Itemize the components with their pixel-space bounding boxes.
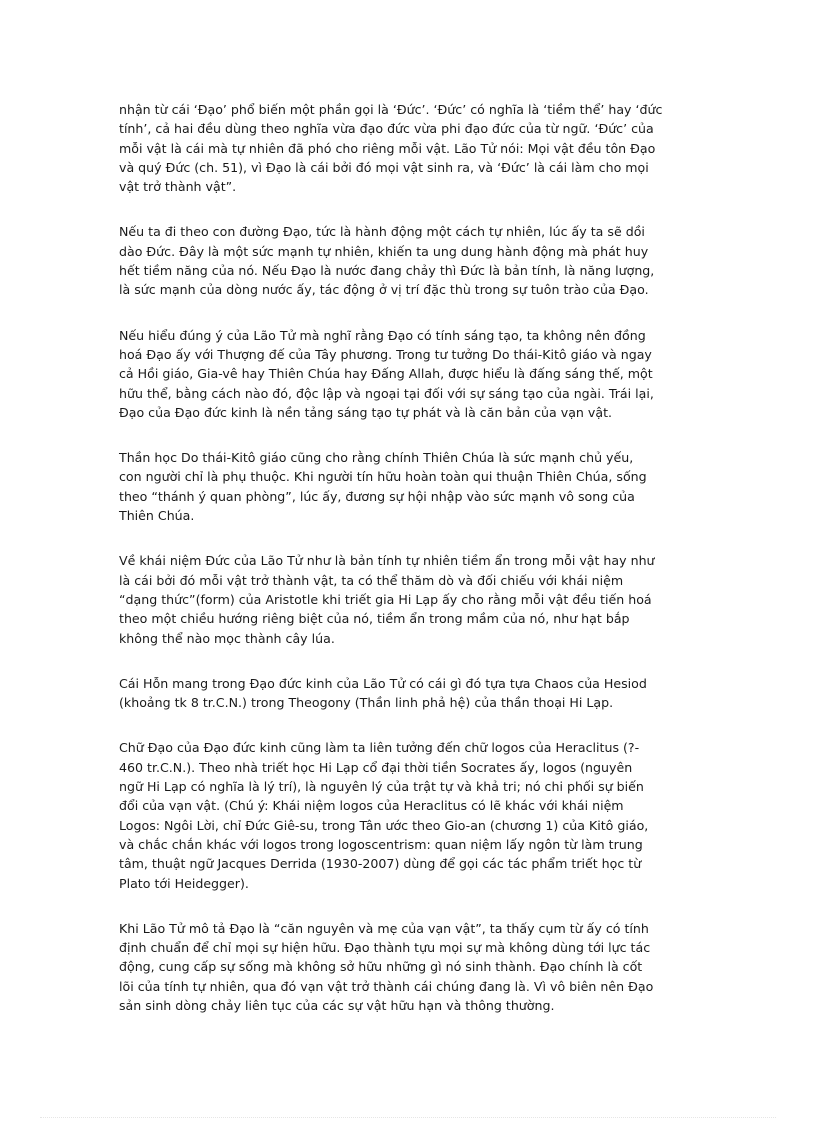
text-line: theo “thánh ý quan phòng”, lúc ấy, đương sự hội nhập vào sức mạnh vô song của	[119, 488, 635, 504]
text-line: con người chỉ là phụ thuộc. Khi người tín hữu hoàn toàn qui thuận Thiên Chúa, sống	[119, 469, 647, 485]
text-line: Đạo của Đạo đức kinh là nền tảng sáng tạo tự phát và là căn bản của vạn vật.	[119, 404, 613, 420]
text-line: Về khái niệm Đức của Lão Tử như là bản tính tự nhiên tiềm ẩn trong mỗi vật hay như	[119, 553, 655, 569]
text-line: 460 tr.C.N.). Theo nhà triết học Hi Lạp cổ đại thời tiền Socrates ấy, logos (nguyên	[119, 759, 633, 775]
text-line: “dạng thức”(form) của Aristotle khi triết gia Hi Lạp ấy cho rằng mỗi vật đều tiến hoá	[119, 591, 652, 607]
text-line: (khoảng tk 8 tr.C.N.) trong Theogony (Thần linh phả hệ) của thần thoại Hi Lạp.	[119, 695, 614, 711]
text-line: đổi của vạn vật. (Chú ý: Khái niệm logos của Heraclitus có lẽ khác với khái niệm	[119, 798, 624, 814]
text-line: Nếu hiểu đúng ý của Lão Tử mà nghĩ rằng Đạo có tính sáng tạo, ta không nên đồng	[119, 327, 646, 343]
text-line: Cái Hỗn mang trong Đạo đức kinh của Lão Tử có cái gì đó tựa tựa Chaos của Hesiod	[119, 675, 647, 691]
paragraph-5	[119, 551, 702, 647]
page-bottom-divider	[40, 1117, 776, 1118]
text-line: ngữ Hi Lạp có nghĩa là lý trí), là nguyên lý của trật tự và khả tri; nó chi phối sự biến	[119, 779, 644, 795]
text-line: Logos: Ngôi Lời, chỉ Đức Giê-su, trong Tân ước theo Gio-an (chương 1) của Kitô giáo,	[119, 817, 649, 833]
text-line: là sức mạnh của dòng nước ấy, tác động ở vị trí đặc thù trong sự tuôn trào của Đạo.	[119, 282, 649, 298]
document-page	[119, 100, 702, 1041]
text-line: vật trở thành vật”.	[119, 179, 237, 195]
text-line: tâm, thuật ngữ Jacques Derrida (1930-2007) dùng để gọi các tác phẩm triết học từ	[119, 856, 642, 872]
text-line: hết tiềm năng của nó. Nếu Đạo là nước đang chảy thì Đức là bản tính, là năng lượng,	[119, 263, 655, 279]
text-line: Thiên Chúa.	[119, 508, 195, 524]
text-line: động, cung cấp sự sống mà không sở hữu những gì nó sinh thành. Đạo chính là cốt	[119, 959, 643, 975]
paragraph-8	[119, 919, 702, 1015]
text-line: lõi của tính tự nhiên, qua đó vạn vật trở thành cái chúng đang là. Vì vô biên nên Đạo	[119, 978, 654, 994]
paragraph-4	[119, 448, 702, 525]
text-line: và chắc chắn khác với logos trong logoscentrism: quan niệm lấy ngôn từ làm trung	[119, 836, 643, 852]
paragraph-1	[119, 100, 702, 196]
text-line: Chữ Đạo của Đạo đức kinh cũng làm ta liên tưởng đến chữ logos của Heraclitus (?-	[119, 740, 640, 756]
paragraph-6	[119, 674, 702, 713]
text-line: nhận từ cái ‘Đạo’ phổ biến một phần gọi là ‘Đức’. ‘Đức’ có nghĩa là ‘tiềm thể’ hay ‘đức	[119, 102, 663, 117]
text-line: hữu thể, bằng cách nào đó, độc lập và ngoại tại đối với sự sáng tạo của ngài. Trái lại,	[119, 385, 654, 401]
text-line: sản sinh dòng chảy liên tục của các sự vật hữu hạn và thông thường.	[119, 997, 555, 1013]
text-line: tính’, cả hai đều dùng theo nghĩa vừa đạo đức vừa phi đạo đức của từ ngữ. ‘Đức’ của	[119, 121, 654, 137]
paragraph-2	[119, 222, 702, 299]
paragraph-7	[119, 738, 702, 892]
text-line: Khi Lão Tử mô tả Đạo là “căn nguyên và mẹ của vạn vật”, ta thấy cụm từ ấy có tính	[119, 920, 649, 936]
text-line: Nếu ta đi theo con đường Đạo, tức là hành động một cách tự nhiên, lúc ấy ta sẽ dồi	[119, 224, 645, 240]
text-line: hoá Đạo ấy với Thượng đế của Tây phương. Trong tư tưởng Do thái-Kitô giáo và ngay	[119, 346, 652, 362]
text-line: Thần học Do thái-Kitô giáo cũng cho rằng chính Thiên Chúa là sức mạnh chủ yếu,	[119, 450, 634, 466]
text-line: cả Hồi giáo, Gia-vê hay Thiên Chúa hay Đấng Allah, được hiểu là đấng sáng thế, một	[119, 366, 653, 382]
text-line: mỗi vật là cái mà tự nhiên đã phó cho riêng mỗi vật. Lão Tử nói: Mọi vật đều tôn Đạo	[119, 140, 656, 156]
paragraph-3	[119, 326, 702, 422]
text-line: Plato tới Heidegger).	[119, 875, 249, 891]
text-line: không thể nào mọc thành cây lúa.	[119, 630, 335, 646]
text-line: và quý Đức (ch. 51), vì Đạo là cái bởi đó mọi vật sinh ra, và ‘Đức’ là cái làm cho mọi	[119, 159, 649, 175]
text-line: là cái bởi đó mỗi vật trở thành vật, ta có thể thăm dò và đối chiếu với khái niệm	[119, 572, 624, 588]
text-line: theo một chiều hướng riêng biệt của nó, tiềm ẩn trong mầm của nó, như hạt bắp	[119, 611, 630, 627]
text-line: dào Đức. Đây là một sức mạnh tự nhiên, khiến ta ung dung hành động mà phát huy	[119, 243, 649, 259]
text-line: định chuẩn để chỉ mọi sự hiện hữu. Đạo thành tựu mọi sự mà không dùng tới lực tác	[119, 940, 651, 956]
